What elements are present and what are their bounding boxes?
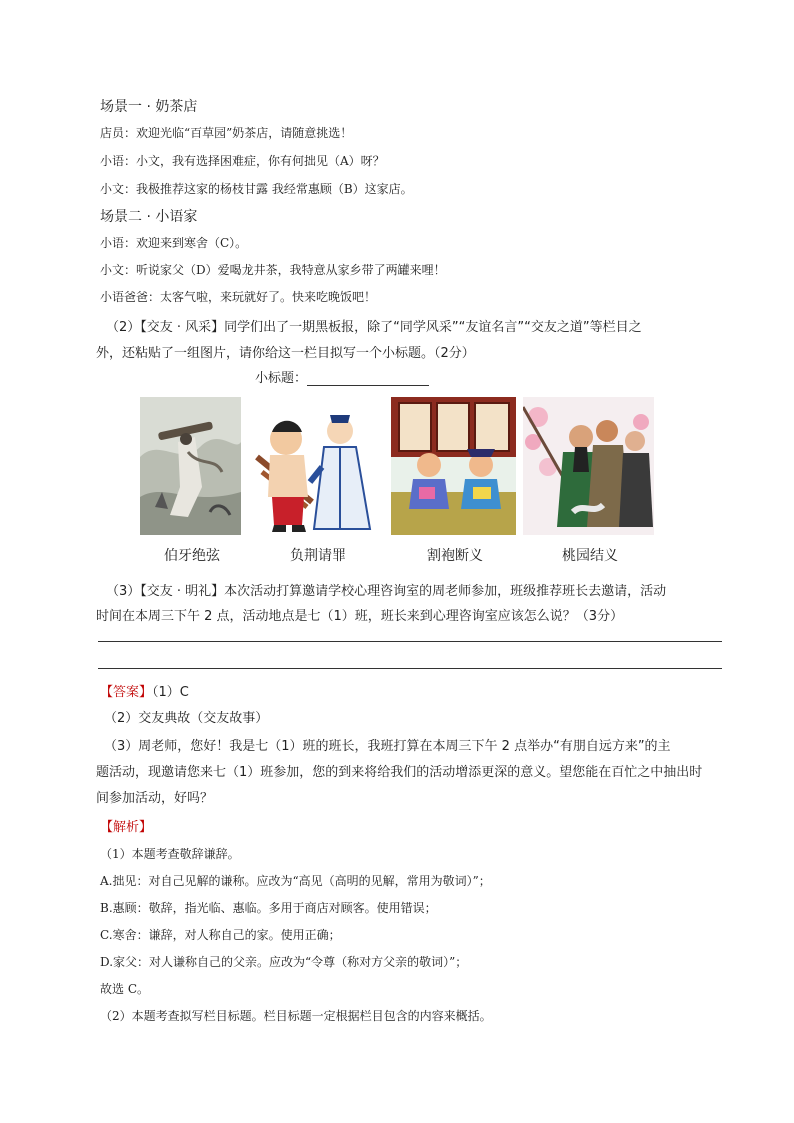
answer-blank-line bbox=[98, 641, 722, 642]
analysis-line: B.惠顾：敬辞，指光临、惠临。多用于商店对顾客。使用错误； bbox=[100, 901, 437, 915]
picture-caption: 伯牙绝弦 bbox=[164, 548, 220, 564]
analysis-line: 故选 C。 bbox=[100, 982, 149, 996]
subtitle-answer-field bbox=[255, 367, 429, 386]
subtitle-blank-line bbox=[307, 371, 429, 386]
scene1-title: 场景一 · 奶茶店 bbox=[100, 99, 198, 115]
q3-line1: （3）【交友 · 明礼】本次活动打算邀请学校心理咨询室的周老师参加，班级推荐班长去邀请，活动 bbox=[106, 584, 667, 599]
answer-blank-line bbox=[98, 668, 722, 669]
scene1-line: 小语：小文，我有选择困难症，你有何拙见（A）呀？ bbox=[100, 154, 385, 168]
answer-3-line3: 间参加活动，好吗？ bbox=[96, 791, 214, 806]
scene2-line: 小文：听说家父（D）爱喝龙井茶，我特意从家乡带了两罐来哩！ bbox=[100, 263, 446, 277]
boya-painting-icon bbox=[140, 397, 241, 535]
answer-1: （1）C bbox=[152, 685, 189, 700]
scene2-title: 场景二 · 小语家 bbox=[100, 209, 198, 225]
scene2-line: 小语：欢迎来到寒舍（C）。 bbox=[100, 236, 248, 250]
analysis-line: （2）本题考查拟写栏目标题。栏目标题一定根据栏目包含的内容来概括。 bbox=[100, 1009, 492, 1023]
scene1-line: 小文：我极推荐这家的杨枝甘露 我经常惠顾（B）这家店。 bbox=[100, 182, 413, 196]
answer-row-1 bbox=[100, 681, 189, 700]
fujing-cartoon-icon bbox=[252, 397, 377, 535]
answer-label: 【答案】 bbox=[100, 685, 153, 700]
picture-caption: 负荆请罪 bbox=[290, 548, 346, 564]
answer-2: （2）交友典故（交友故事） bbox=[104, 711, 269, 726]
answer-3-line2: 题活动，现邀请您来七（1）班参加，您的到来将给我们的活动增添更深的意义。望您能在百忙之中抽出时 bbox=[96, 765, 703, 780]
picture-caption: 割袍断义 bbox=[427, 548, 483, 564]
answer-3-line1: （3）周老师，您好！我是七（1）班的班长，我班打算在本周三下午 2 点举办“有朋自远方来”的主 bbox=[104, 739, 671, 754]
gepao-cartoon-icon bbox=[391, 397, 516, 535]
taoyuan-cartoon-icon bbox=[523, 397, 654, 535]
subtitle-label: 小标题： bbox=[255, 371, 308, 386]
analysis-line: D.家父：对人谦称自己的父亲。应改为“令尊（称对方父亲的敬词）”； bbox=[100, 955, 468, 969]
scene2-line: 小语爸爸：太客气啦，来玩就好了。快来吃晚饭吧！ bbox=[100, 290, 377, 304]
q3-line2: 时间在本周三下午 2 点，活动地点是七（1）班，班长来到心理咨询室应该怎么说？（3分） bbox=[96, 609, 624, 624]
q2-line2: 外，还粘贴了一组图片，请你给这一栏目拟写一个小标题。（2分） bbox=[96, 346, 475, 361]
analysis-label: 【解析】 bbox=[100, 820, 153, 835]
analysis-line: A.拙见：对自己见解的谦称。应改为“高见（高明的见解，常用为敬词）”； bbox=[100, 874, 491, 888]
analysis-line: C.寒舍：谦辞，对人称自己的家。使用正确； bbox=[100, 928, 341, 942]
picture-caption: 桃园结义 bbox=[562, 548, 618, 564]
analysis-line: （1）本题考查敬辞谦辞。 bbox=[100, 847, 240, 861]
q2-line1: （2）【交友 · 风采】同学们出了一期黑板报，除了“同学风采”“友谊名言”“交友之道”等栏目之 bbox=[106, 320, 642, 335]
scene1-line: 店员：欢迎光临“百草园”奶茶店，请随意挑选！ bbox=[100, 126, 353, 140]
